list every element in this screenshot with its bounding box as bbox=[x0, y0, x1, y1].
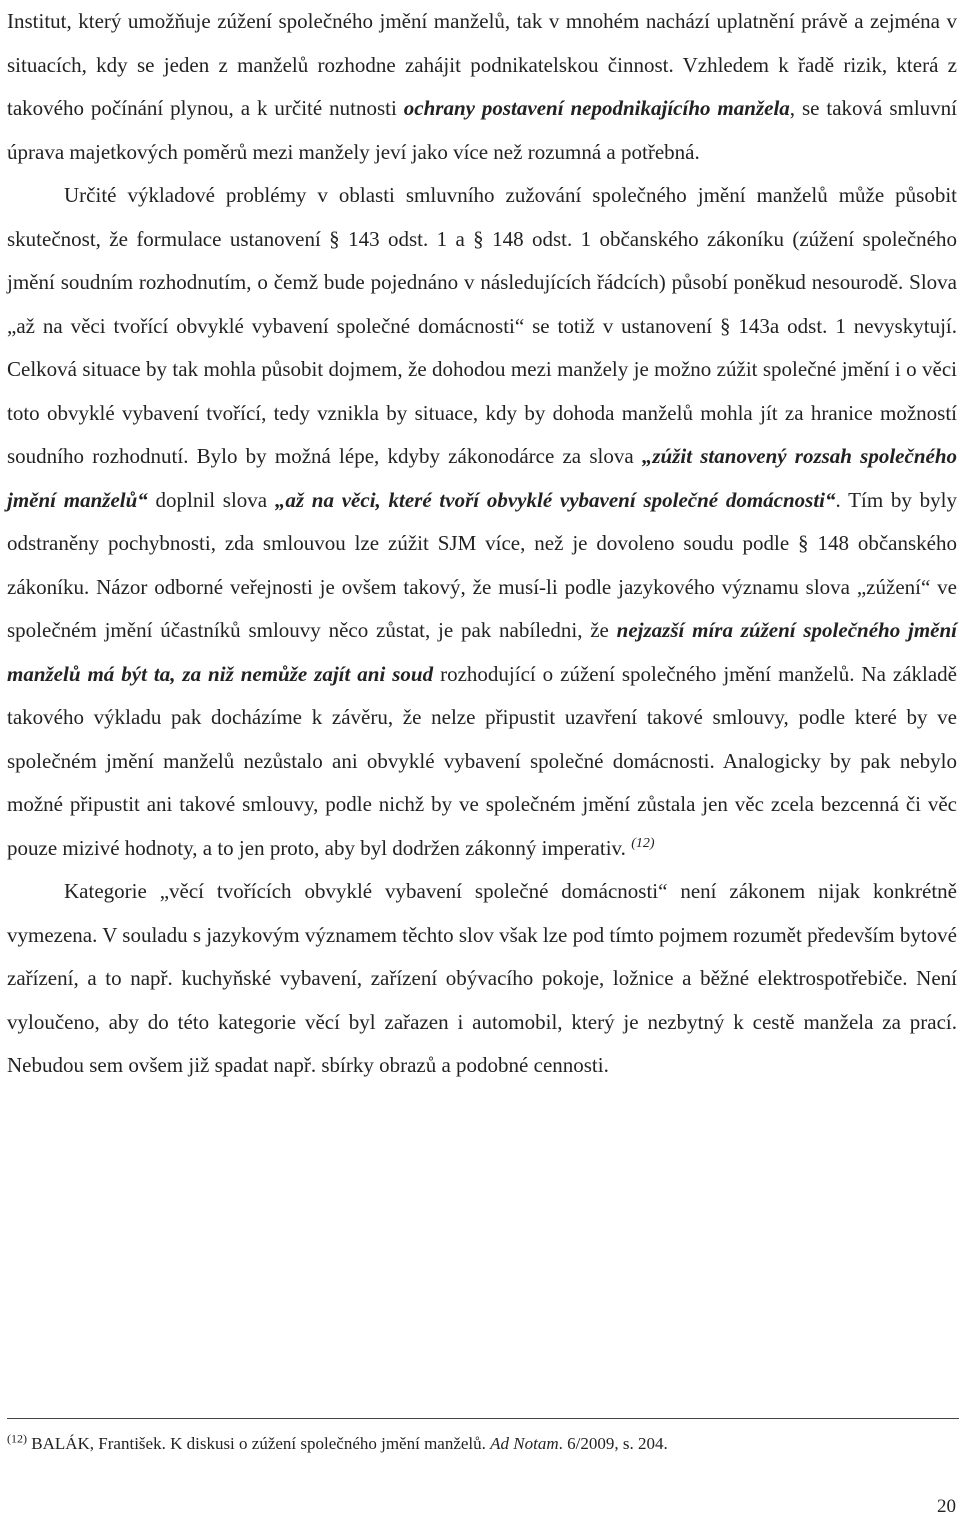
emphasis-text: ochrany postavení nepodnikajícího manžela bbox=[403, 96, 790, 120]
footnote-divider bbox=[7, 1418, 959, 1419]
text-run: Kategorie „věcí tvořících obvyklé vybavení společné domácnosti“ není zákonem nijak konkrétně vymezena. V souladu s jazykovým významem těchto slov však lze pod tímto pojmem rozumět především bytové zařízení, a to např. kuchyňské vybavení, zařízení obývacího pokoje, ložnice a běžné elektrospotřebiče. Není vyloučeno, aby do této kategorie věcí byl zařazen i automobil, který je nezbytný k cestě manžela za prací. Nebudou sem ovšem již spadat např. sbírky obrazů a podobné cennosti. bbox=[7, 879, 957, 1077]
text-run: doplnil slova bbox=[147, 487, 275, 512]
paragraph-3 bbox=[7, 870, 957, 1088]
paragraph-1 bbox=[7, 0, 957, 174]
emphasis-text: „až na věci, které tvoří obvyklé vybavení společné domácnosti“ bbox=[274, 487, 836, 512]
footnote-journal: Ad Notam bbox=[490, 1434, 559, 1453]
footnote-text-before: BALÁK, František. K diskusi o zúžení společného jmění manželů. bbox=[27, 1434, 491, 1453]
body-text bbox=[7, 0, 957, 1088]
text-run: rozhodující o zúžení společného jmění manželů. Na základě takového výkladu pak docházíme k závěru, že nelze připustit uzavření takové smlouvy, podle které by ve společném jmění manželů nezůstalo ani obvyklé vybavení společné domácnosti. Analogicky by pak nebylo možné připustit ani takové smlouvy, podle nichž by ve společném jmění zůstala jen věc zcela bezcenná či věc pouze mizivé hodnoty, a to jen proto, aby byl dodržen zákonný imperativ. bbox=[7, 661, 957, 860]
text-run: . Tím by byly odstraněny pochybnosti, zda smlouvou lze zúžit SJM více, než je dovoleno soudu podle § 148 občanského zákoníku. Názor odborné veřejnosti je ovšem takový, že musí-li podle jazykového významu slova „zúžení“ ve společném jmění účastníků smlouvy něco zůstat, je pak nabíledni, že bbox=[7, 487, 957, 642]
page-number: 20 bbox=[937, 1496, 956, 1517]
footnote-text-after: . 6/2009, s. 204. bbox=[558, 1434, 668, 1453]
text-run: Institut, který umožňuje zúžení společného jmění manželů, tak v mnohém nachází uplatnění právě a zejména v situacích, kdy se jeden z manželů rozhodne zahájit podnikatelskou činnost. Vzhledem k řadě rizik, která z takového počínání plynou, a k určité nutnosti bbox=[7, 9, 957, 120]
text-run: , se taková smluvní úprava majetkových poměrů mezi manžely jeví jako více než rozumná a potřebná. bbox=[7, 96, 957, 164]
emphasis-text: „zúžit stanovený rozsah společného jmění manželů“ bbox=[7, 444, 958, 512]
footnote-marker: (12) bbox=[7, 1431, 27, 1446]
paragraph-2 bbox=[7, 174, 957, 870]
footnote-reference: (12) bbox=[631, 835, 655, 851]
emphasis-text: nejzazší míra zúžení společného jmění manželů má být ta, za niž nemůže zajít ani soud bbox=[7, 618, 957, 686]
footnote-12 bbox=[7, 1432, 957, 1456]
text-run: Určité výkladové problémy v oblasti smluvního zužování společného jmění manželů může působit skutečnost, že formulace ustanovení § 143 odst. 1 a § 148 odst. 1 občanského zákoníku (zúžení společného jmění soudním rozhodnutím, o čemž bude pojednáno v následujících řádcích) působí poněkud nesourodě. Slova „až na věci tvořící obvyklé vybavení společné domácnosti“ se totiž v ustanovení § 143a odst. 1 nevyskytují. Celková situace by tak mohla působit dojmem, že dohodou mezi manžely je možno zúžit společné jmění i o věci toto obvyklé vybavení tvořící, tedy vznikla by situace, kdy by dohoda manželů mohla jít za hranice možností soudního rozhodnutí. Bylo by možná lépe, kdyby zákonodárce za slova bbox=[7, 183, 957, 468]
